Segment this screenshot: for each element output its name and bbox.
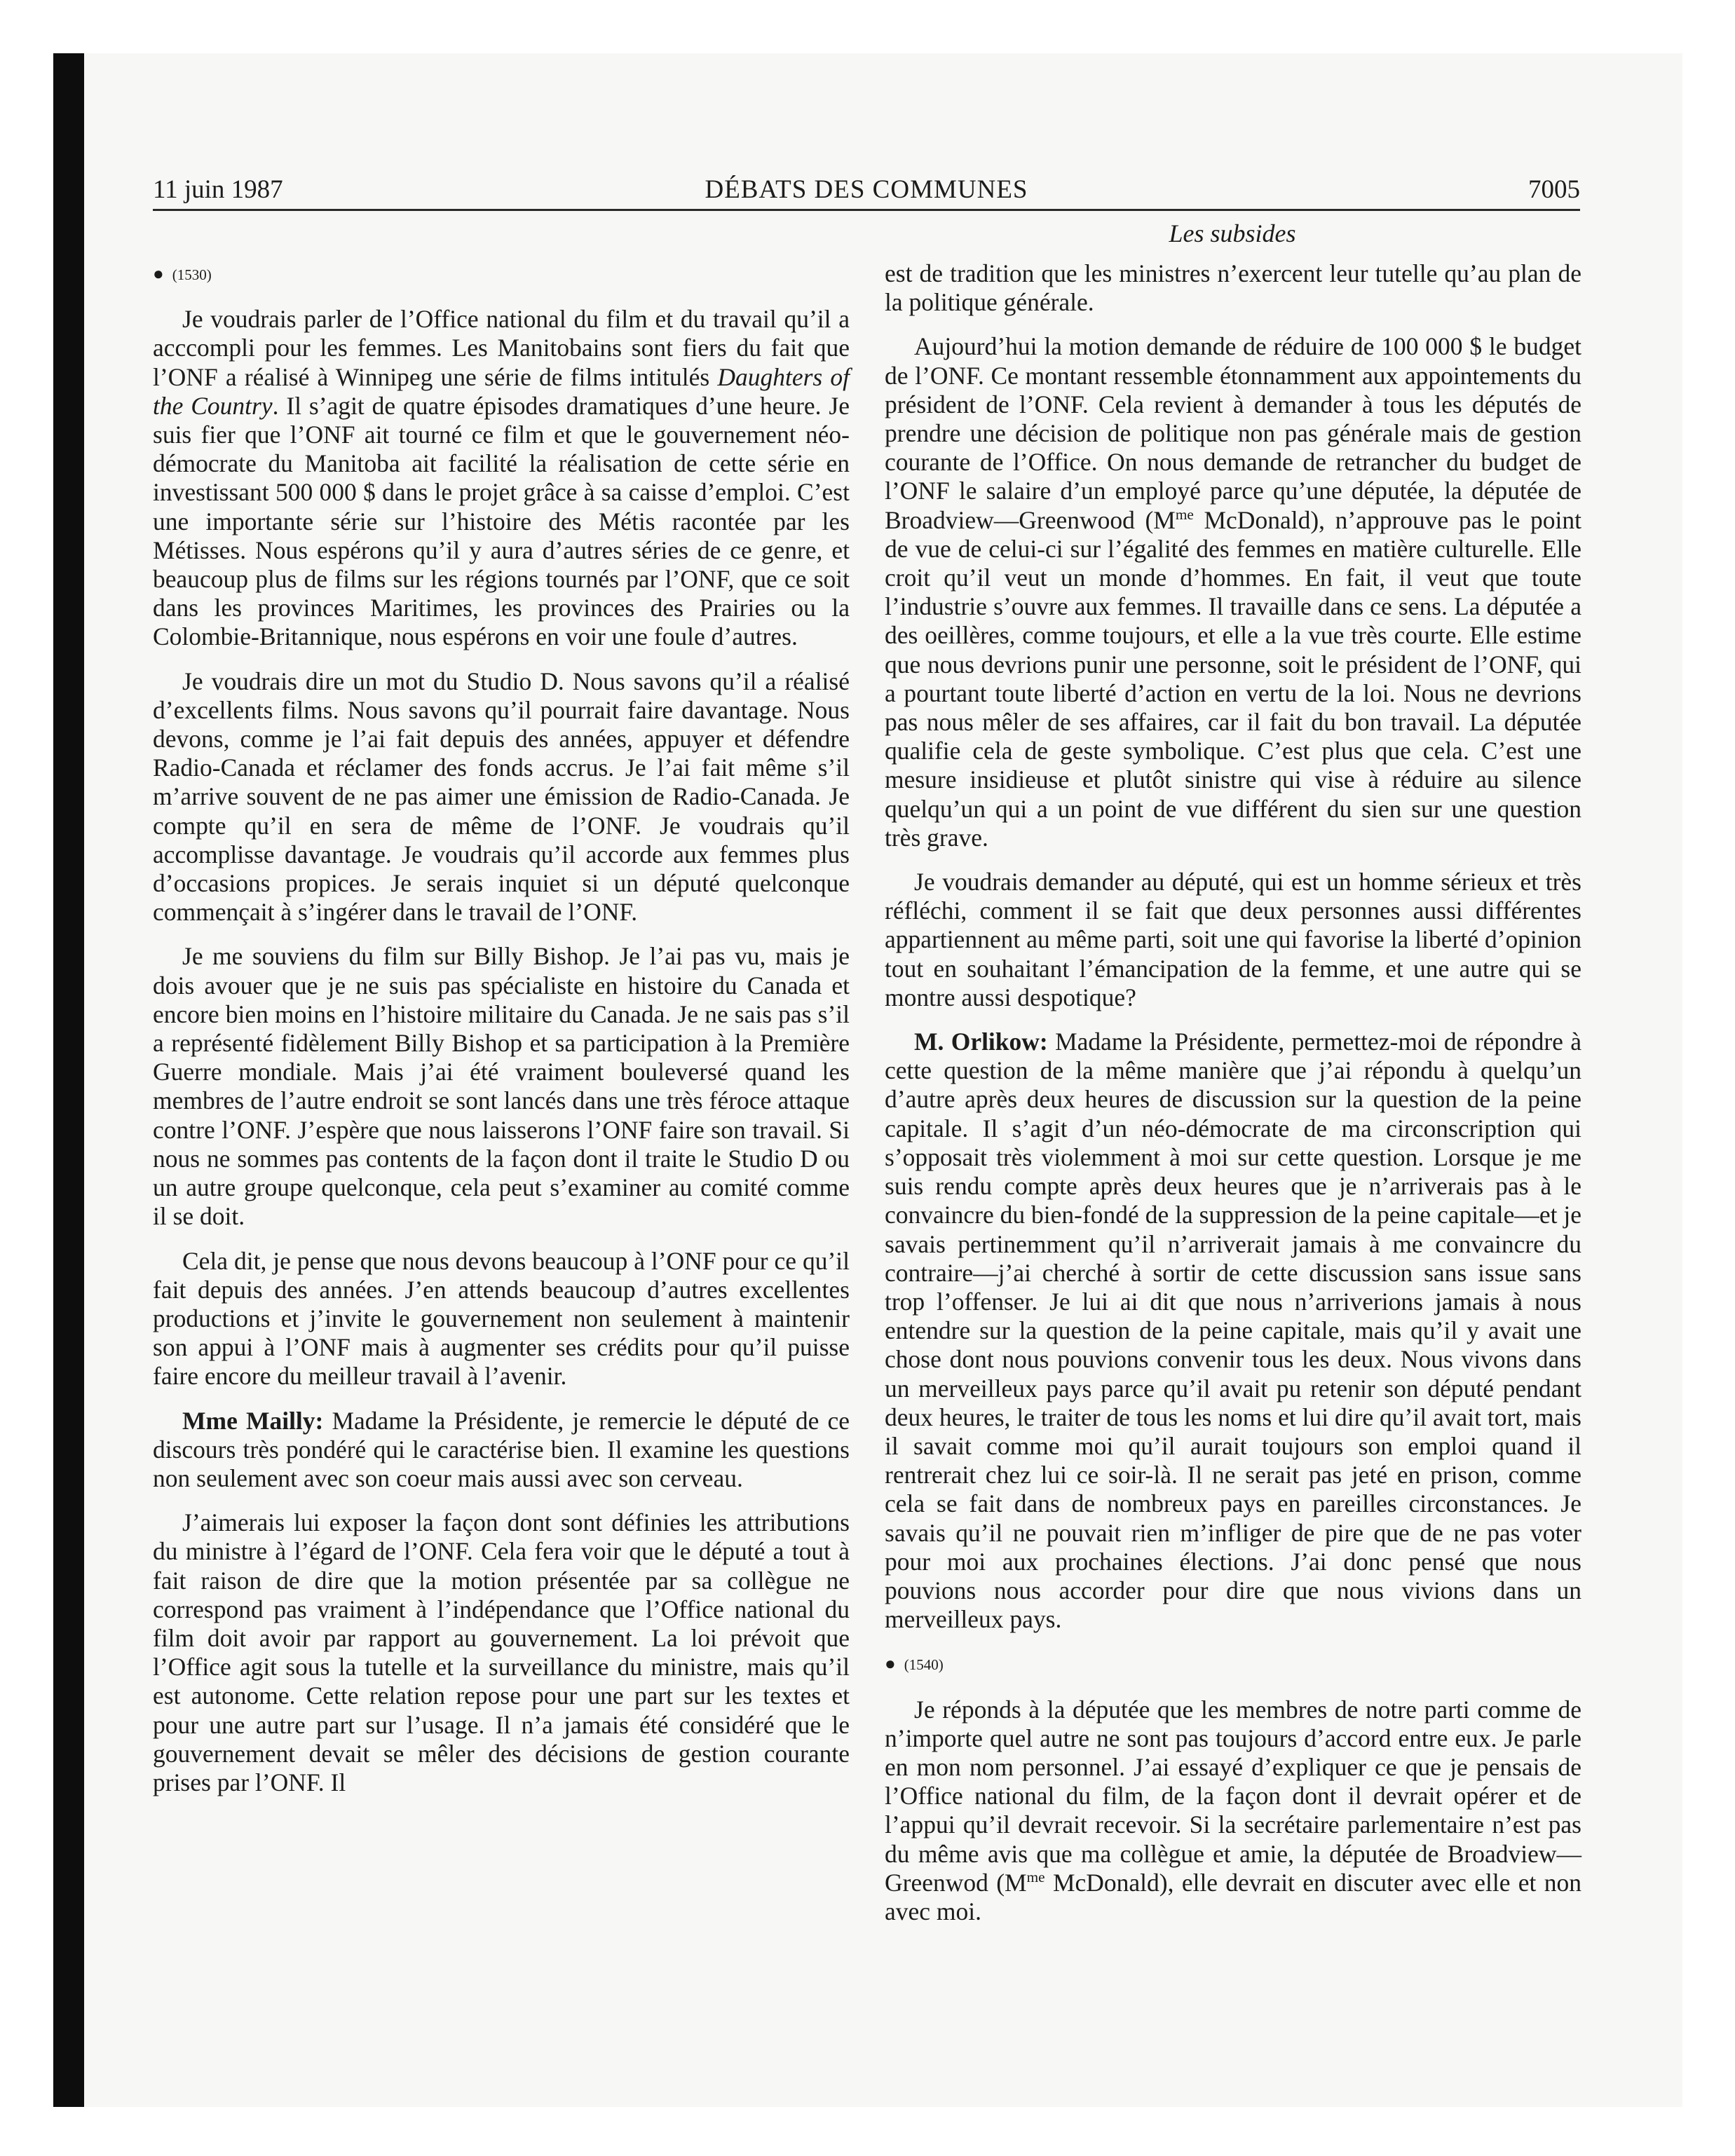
page-number: 7005	[1528, 175, 1580, 204]
paragraph-text: Je réponds à la députée que les membres de notre parti comme de n’importe quel autre ne sont pas toujours d’accord entre eux. Je parle en mon nom personnel. J’ai essayé d’expliquer ce que je pensais de l’Office national du film, de la façon dont il devrait opérer et de l’appui qu’il devrait recevoir. Si la secrétaire parlementaire n’est pas du même avis que ma collègue et amie, la députée de Broadview—Greenwod (M	[885, 1695, 1581, 1897]
paragraph: Je me souviens du film sur Billy Bishop. Je l’ai pas vu, mais je dois avouer que je ne suis pas spécialiste en histoire du Canada et encore bien moins en l’histoire militaire du Canada. Je ne sais pas s’il a représenté fidèlement Billy Bishop et sa participation à la Première Guerre mondiale. Mais j’ai été vraiment bouleversé quand les membres de l’autre endroit se sont lancés dans une très féroce attaque contre l’ONF. J’espère que nous laisserons l’ONF faire son travail. Si nous ne sommes pas contents de la façon dont il traite le Studio D ou un autre groupe quelconque, cela peut s’examiner au comité comme il se doit.	[153, 942, 850, 1231]
speaker-name: Mme Mailly:	[182, 1406, 324, 1435]
time-marker	[885, 1649, 1581, 1679]
paragraph-text: Aujourd’hui la motion demande de réduire de 100 000 $ le budget de l’ONF. Ce montant ressemble étonnamment aux appointements du président de l’ONF. Cela revient à demander à tous les députés de prendre une décision de politique non pas générale mais de gestion courante de l’Office. On nous demande de retrancher du budget de l’ONF le salaire d’un employé parce qu’une députée, la députée de Broadview—Greenwood (M	[885, 332, 1581, 534]
paragraph	[153, 1407, 850, 1494]
section-title: Les subsides	[1169, 219, 1296, 247]
paragraph-text: . Il s’agit de quatre épisodes dramatiques d’une heure. Je suis fier que l’ONF ait tourné ce film et que le gouvernement néo-démocrate du Manitoba ait facilité la réalisation de cette série en investissant 500 000 $ dans le projet grâce à sa caisse d’emploi. C’est une importante série sur l’histoire des Métis racontée par les Métisses. Nous espérons qu’il y aura d’autres séries de ce genre, et beaucoup plus de films sur les régions tournés par l’ONF, que ce soit dans les provinces Maritimes, les provinces des Prairies ou la Colombie-Britannique, nous espérons en voir une foule d’autres.	[153, 391, 850, 651]
scan-edge	[53, 53, 84, 2107]
paragraph	[885, 1696, 1581, 1927]
paragraph	[153, 305, 850, 651]
speaker-name: M. Orlikow:	[914, 1028, 1048, 1056]
paragraph	[885, 1028, 1581, 1634]
time-marker-text: (1530)	[172, 266, 212, 283]
bullet-icon: ●	[885, 1653, 896, 1674]
paragraph-text: McDonald), n’approuve pas le point de vue de celui-ci sur l’égalité des femmes en matière culturelle. Elle croit qu’il veut un monde d’hommes. En fait, il veut que toute l’industrie s’ouvre aux femmes. Il travaille dans ce sens. La députée a des oeillères, comme toujours, et elle a la vue très courte. Elle estime que nous devrions punir une personne, soit le président de l’ONF, qui a pourtant toute liberté d’action en vertu de la loi. Nous ne devrions pas nous mêler de ses affaires, car il fait du bon travail. La députée qualifie cela de geste symbolique. C’est plus que cela. C’est une mesure insidieuse et plutôt sinistre qui vise à réduire au silence quelqu’un qui a un point de vue différent du sien sur une question très grave.	[885, 505, 1581, 852]
film-title: Daughters of the Country	[153, 362, 850, 420]
header-title: DÉBATS DES COMMUNES	[705, 175, 1028, 204]
paragraph-text: Madame la Présidente, permettez-moi de répondre à cette question de la même manière que j’ai répondu à quelqu’un d’autre après deux heures de discussion sur la question de la peine capitale. Il s’agit d’un néo-démocrate de ma circonscription qui s’opposait très violemment à moi sur cette question. Lorsque je me suis rendu compte après deux heures que je n’arriverais pas à le convaincre du bien-fondé de la suppression de la peine capitale—et je savais pertinemment qu’il n’arriverait jamais à me convaincre du contraire—j’ai cherché à sortir de cette discussion sans issue sans trop l’offenser. Je lui ai dit que nous n’arriverions jamais à nous entendre sur la question de la peine capitale, mais qu’il y avait une chose dont nous pouvions convenir tous les deux. Nous vivons dans un merveilleux pays parce qu’il avait pu retenir son député pendant deux heures, le traiter de tous les noms et lui dire qu’il avait tort, mais il savait comme moi qu’il aurait toujours son emploi quand il rentrerait chez lui ce soir-là. Il ne serait pas jeté en prison, comme cela se fait dans de nombreux pays en pareilles circonstances. Je savais qu’il ne pouvait rien m’infliger de pire que de ne pas voter pour moi aux prochaines élections. J’ai donc pensé que nous pouvions nous accorder pour dire que nous vivions dans un merveilleux pays.	[885, 1028, 1581, 1634]
paragraph: est de tradition que les ministres n’exercent leur tutelle qu’au plan de la politique générale.	[885, 259, 1581, 317]
right-column	[885, 259, 1581, 1942]
paragraph	[885, 332, 1581, 852]
paragraph-text: Je voudrais parler de l’Office national du film et du travail qu’il a acccompli pour les femmes. Les Manitobains sont fiers du fait que l’ONF a réalisé à Winnipeg une série de films intitulés	[153, 305, 850, 391]
paragraph-text: Madame la Présidente, je remercie le député de ce discours très pondéré qui le caractérise bien. Il examine les questions non seulement avec son coeur mais aussi avec son cerveau.	[153, 1406, 850, 1492]
header-date: 11 juin 1987	[153, 175, 283, 204]
paragraph: J’aimerais lui exposer la façon dont sont définies les attributions du ministre à l’égard de l’ONF. Cela fera voir que le député a tout à fait raison de dire que la motion présentée par sa collègue ne correspond pas vraiment à l’indépendance que l’Office national du film doit avoir par rapport au gouvernement. La loi prévoit que l’Office agit sous la tutelle et la surveillance du ministre, mais qu’il est autonome. Cette relation repose pour une part sur les textes et pour une autre part sur l’usage. Il n’a jamais été considéré que le gouvernement devait se mêler des décisions de gestion courante prises par l’ONF. Il	[153, 1508, 850, 1796]
time-marker-text: (1540)	[904, 1656, 944, 1674]
paragraph: Je voudrais dire un mot du Studio D. Nous savons qu’il a réalisé d’excellents films. Nous savons qu’il pourrait faire davantage. Nous devons, comme je l’ai fait depuis des années, appuyer et défendre Radio-Canada et réclamer des fonds accrus. Je l’ai fait même s’il m’arrive souvent de ne pas aimer une émission de Radio-Canada. Je compte qu’il en sera de même de l’ONF. Je voudrais qu’il accomplisse davantage. Je voudrais qu’il accorde aux femmes plus d’occasions propices. Je serais inquiet si un député quelconque commençait à s’ingérer dans le travail de l’ONF.	[153, 667, 850, 927]
left-column	[153, 259, 850, 1813]
paragraph: Cela dit, je pense que nous devons beaucoup à l’ONF pour ce qu’il fait depuis des années. J’en attends beaucoup d’autres excellentes productions et j’invite le gouvernement non seulement à maintenir son appui à l’ONF mais à augmenter ses crédits pour qu’il puisse faire encore du meilleur travail à l’avenir.	[153, 1246, 850, 1391]
paragraph-text: McDonald), elle devrait en discuter avec elle et non avec moi.	[885, 1868, 1581, 1925]
bullet-icon: ●	[153, 264, 164, 284]
superscript: me	[1175, 505, 1194, 523]
paragraph: Je voudrais demander au député, qui est un homme sérieux et très réfléchi, comment il se fait que deux personnes aussi différentes appartiennent au même parti, soit une qui favorise la liberté d’opinion tout en souhaitant l’émancipation de la femme, et une autre qui se montre aussi despotique?	[885, 868, 1581, 1011]
time-marker	[153, 259, 850, 289]
superscript: me	[1026, 1868, 1045, 1885]
page-header	[153, 167, 1580, 211]
